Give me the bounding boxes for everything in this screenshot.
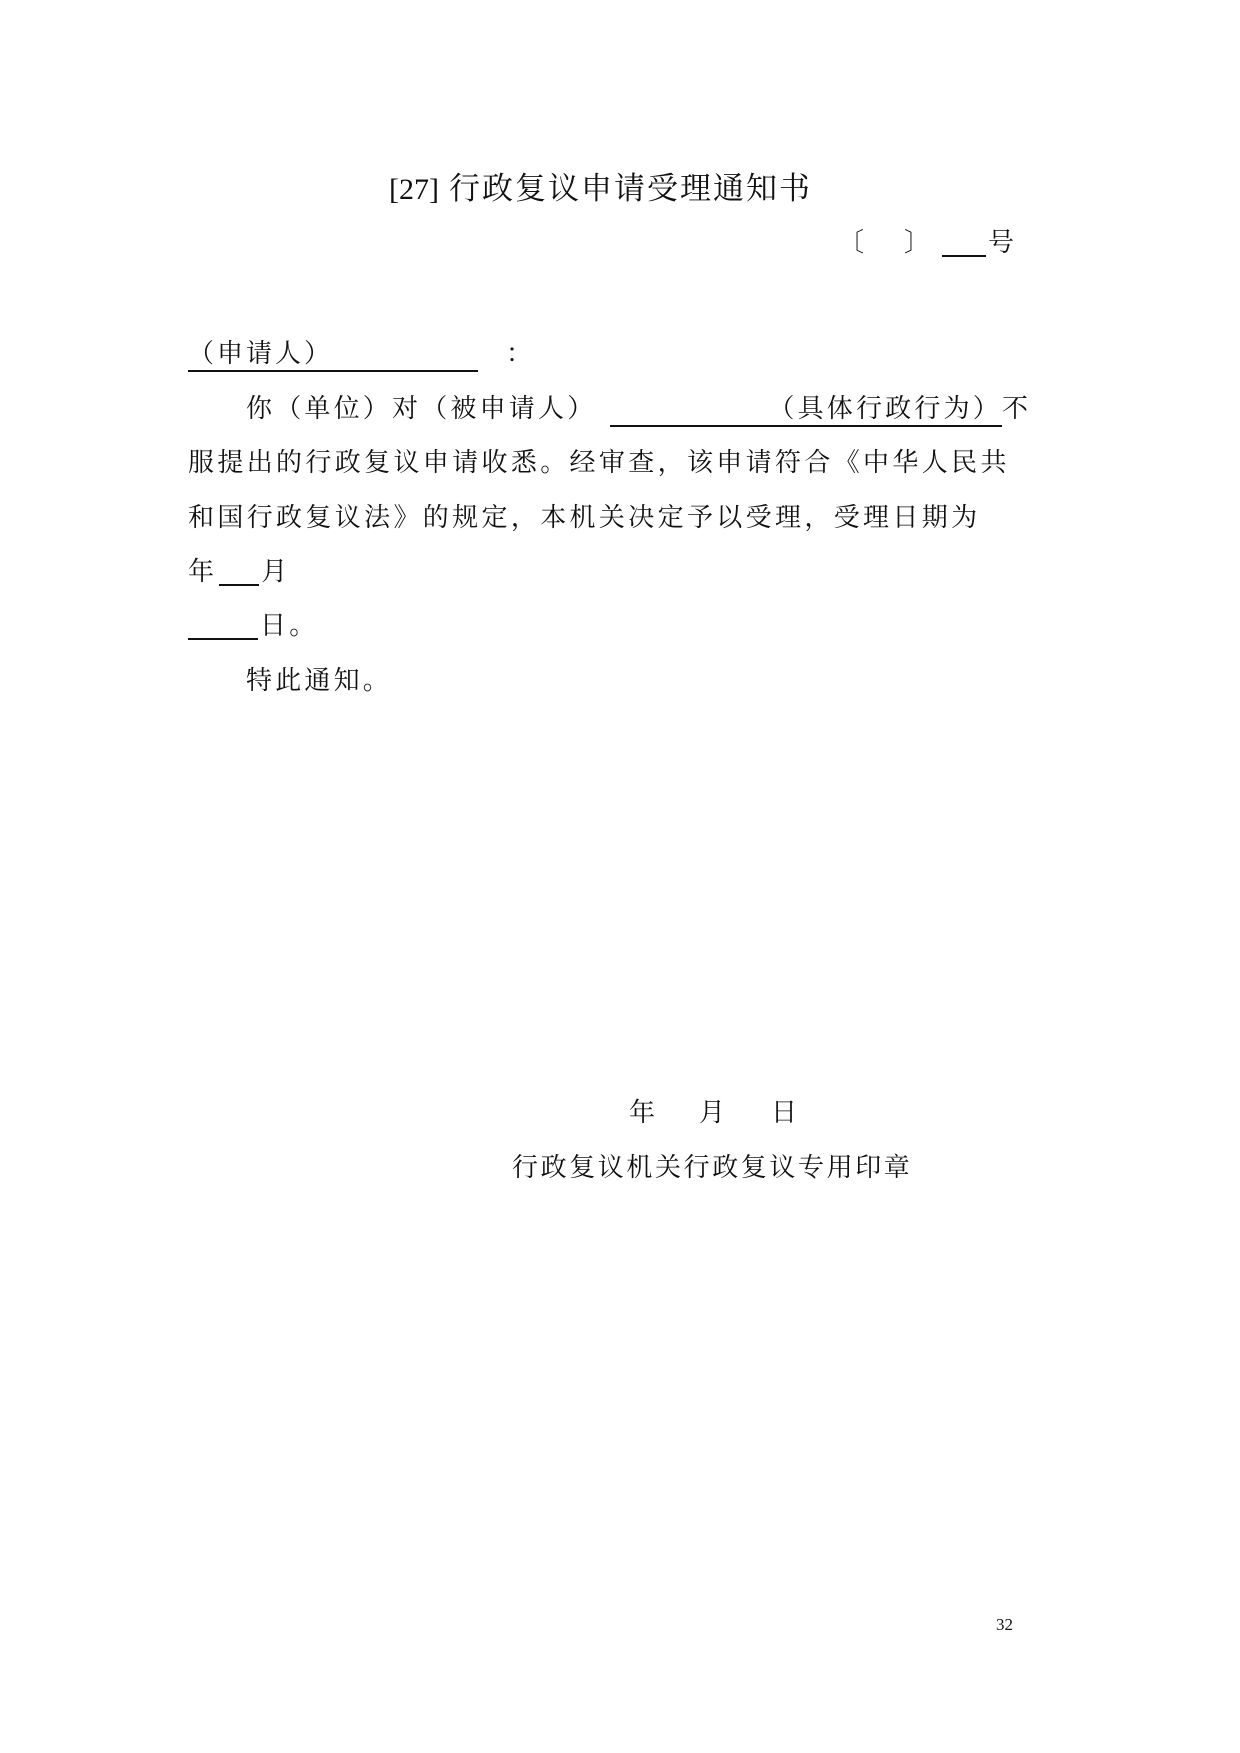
- acceptance-day-label: 日。: [260, 611, 319, 641]
- body-line-5: [188, 605, 318, 642]
- applicant-field: （申请人）: [188, 333, 478, 372]
- seal-text: 行政复议机关行政复议专用印章: [512, 1153, 913, 1183]
- salutation-line: [188, 333, 535, 372]
- body-line-1-start: 你（单位）对（被申请人）: [246, 394, 597, 424]
- signature-date: [629, 1092, 797, 1129]
- notice-line: 特此通知。: [246, 666, 393, 696]
- body-line-4: [188, 551, 290, 588]
- doc-no-close-bracket: 〕: [904, 228, 931, 258]
- body-line-3: 和国行政复议法》的规定，本机关决定予以受理，受理日期为: [188, 503, 981, 533]
- signature-year: 年: [629, 1098, 656, 1128]
- document-number-line: [838, 222, 1014, 259]
- body-line-1: [246, 388, 1031, 427]
- acceptance-month-blank: [219, 554, 259, 586]
- document-title: [389, 163, 812, 208]
- title-number: [27]: [389, 173, 439, 206]
- page-number: 32: [996, 1615, 1013, 1634]
- doc-no-suffix: 号: [988, 228, 1015, 258]
- body-line-1-end: 不: [1002, 394, 1032, 424]
- signature-month: 月: [699, 1098, 726, 1128]
- signature-day: 日: [771, 1098, 798, 1128]
- acceptance-month-label: 月: [261, 557, 291, 587]
- acceptance-day-blank: [188, 608, 258, 640]
- salutation-colon: ：: [506, 339, 536, 369]
- title-text: 行政复议申请受理通知书: [448, 171, 812, 207]
- doc-no-blank: [942, 229, 986, 257]
- acceptance-year-label: 年: [188, 557, 218, 587]
- body-line-2: 服提出的行政复议申请收悉。经审查，该申请符合《中华人民共: [188, 448, 1010, 478]
- respondent-blank: [610, 395, 768, 427]
- administrative-act-field: （具体行政行为）: [768, 388, 1002, 427]
- doc-no-open-bracket: 〔: [838, 228, 865, 258]
